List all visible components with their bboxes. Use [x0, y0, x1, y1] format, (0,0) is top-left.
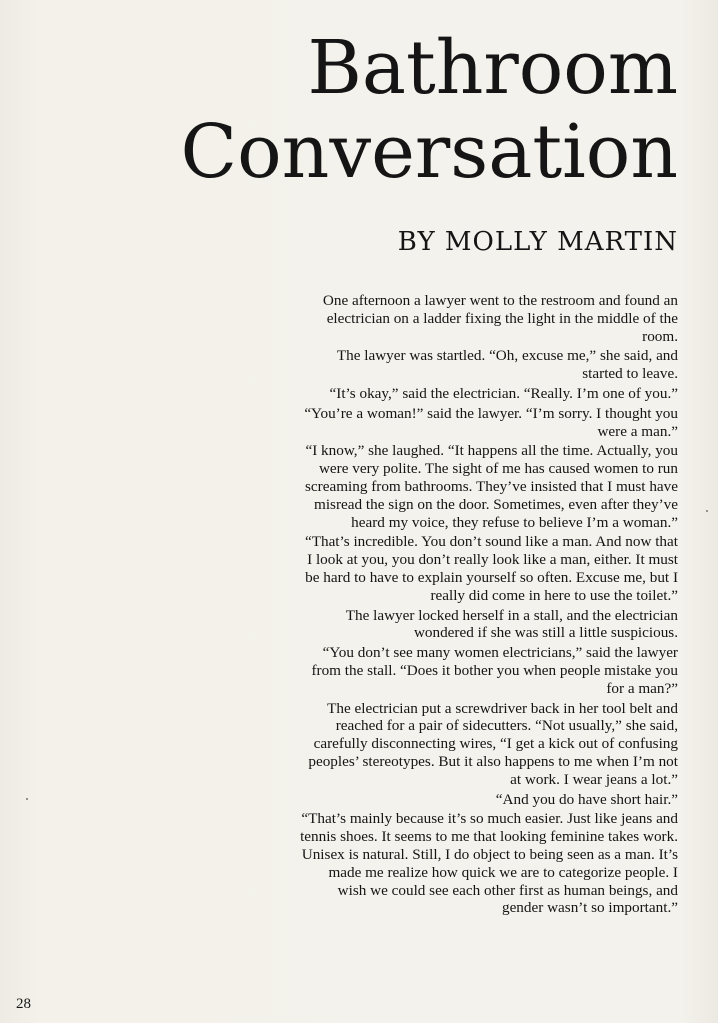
byline: BY MOLLY MARTIN — [397, 227, 678, 257]
paper-speck — [706, 510, 708, 512]
paper-speck — [26, 798, 28, 800]
page-number: 28 — [16, 996, 31, 1012]
paragraph: The electrician put a screwdriver back in her tool belt and reached for a pair of sidecutters. “Not usually,” she said, carefully disconnecting wires, “I get a kick out of confusing peoples’ stereotypes. But it also happens to me when I’m not at work. I wear jeans a lot.” — [308, 699, 678, 788]
title-line-2: Conversation — [180, 109, 678, 195]
paragraph: One afternoon a lawyer went to the restroom and found an electrician on a ladder fixing the light in the middle of the room. — [322, 292, 678, 345]
paragraph: “You don’t see many women electricians,” said the lawyer from the stall. “Does it bother you when people mistake you for a man?” — [311, 644, 678, 697]
article-title — [78, 26, 678, 194]
paragraph: The lawyer was startled. “Oh, excuse me,” she said, and started to leave. — [336, 347, 678, 383]
paragraph: “And you do have short hair.” — [495, 790, 678, 808]
paragraph: “That’s mainly because it’s so much easier. Just like jeans and tennis shoes. It seems to me that looking feminine takes work. Unisex is natural. Still, I do object to being seen as a man. It’s made me realize how quick we are to categorize people. I wish we could see each other first as human beings, and gender wasn’t so important.” — [300, 810, 678, 917]
paragraph: The lawyer locked herself in a stall, and the electrician wondered if she was still a little suspicious. — [345, 606, 678, 642]
paragraph: “You’re a woman!” said the lawyer. “I’m sorry. I thought you were a man.” — [304, 404, 678, 440]
paragraph: “I know,” she laughed. “It happens all the time. Actually, you were very polite. The sight of me has caused women to run screaming from bathrooms. They’ve insisted that I must have misread the sign on the door. Sometimes, even after they’ve heard my voice, they refuse to believe I’m a woman.” — [305, 442, 678, 531]
title-line-1: Bathroom — [307, 25, 678, 111]
article-body — [300, 292, 678, 919]
paragraph: “That’s incredible. You don’t sound like a man. And now that I look at you, you don’t really look like a man, either. It must be hard to have to explain yourself so often. Excuse me, but I really did come in here to use the toilet.” — [304, 533, 678, 604]
paragraph: “It’s okay,” said the electrician. “Really. I’m one of you.” — [329, 384, 678, 402]
